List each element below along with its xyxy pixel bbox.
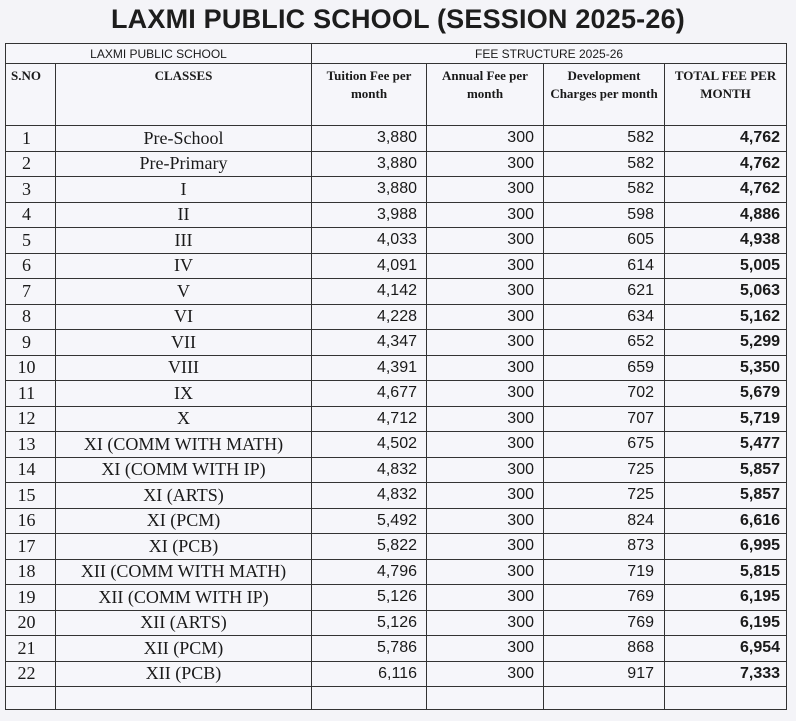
row-annual: 300 bbox=[427, 559, 544, 585]
row-total: 7,333 bbox=[665, 661, 787, 687]
row-sno: 1 bbox=[6, 126, 56, 152]
row-annual: 300 bbox=[427, 406, 544, 432]
row-total: 5,679 bbox=[665, 381, 787, 407]
table-row bbox=[6, 304, 787, 330]
row-class: IX bbox=[56, 381, 312, 407]
row-tuition: 6,116 bbox=[312, 661, 427, 687]
table-row bbox=[6, 228, 787, 254]
row-sno: 10 bbox=[6, 355, 56, 381]
row-development: 719 bbox=[544, 559, 665, 585]
table-row bbox=[6, 381, 787, 407]
row-tuition: 5,822 bbox=[312, 534, 427, 560]
row-annual: 300 bbox=[427, 610, 544, 636]
row-class: XI (PCB) bbox=[56, 534, 312, 560]
table-row bbox=[6, 330, 787, 356]
row-annual: 300 bbox=[427, 636, 544, 662]
row-development: 675 bbox=[544, 432, 665, 458]
table-row bbox=[6, 355, 787, 381]
row-sno: 18 bbox=[6, 559, 56, 585]
row-annual: 300 bbox=[427, 483, 544, 509]
row-class: VII bbox=[56, 330, 312, 356]
row-tuition: 3,988 bbox=[312, 202, 427, 228]
row-tuition: 4,142 bbox=[312, 279, 427, 305]
column-header-tuition: Tuition Fee per month bbox=[312, 64, 427, 126]
blank-row bbox=[6, 687, 787, 710]
column-header-annual: Annual Fee per month bbox=[427, 64, 544, 126]
table-row bbox=[6, 457, 787, 483]
row-annual: 300 bbox=[427, 177, 544, 203]
row-development: 621 bbox=[544, 279, 665, 305]
blank-cell bbox=[312, 687, 427, 710]
row-sno: 20 bbox=[6, 610, 56, 636]
row-annual: 300 bbox=[427, 432, 544, 458]
row-total: 5,815 bbox=[665, 559, 787, 585]
row-development: 769 bbox=[544, 610, 665, 636]
row-class: Pre-Primary bbox=[56, 151, 312, 177]
row-sno: 2 bbox=[6, 151, 56, 177]
row-total: 4,886 bbox=[665, 202, 787, 228]
row-class: XI (PCM) bbox=[56, 508, 312, 534]
row-tuition: 4,677 bbox=[312, 381, 427, 407]
row-annual: 300 bbox=[427, 253, 544, 279]
row-total: 6,995 bbox=[665, 534, 787, 560]
row-total: 5,477 bbox=[665, 432, 787, 458]
row-sno: 4 bbox=[6, 202, 56, 228]
row-annual: 300 bbox=[427, 151, 544, 177]
row-total: 6,195 bbox=[665, 610, 787, 636]
table-row bbox=[6, 432, 787, 458]
row-tuition: 4,033 bbox=[312, 228, 427, 254]
row-annual: 300 bbox=[427, 330, 544, 356]
row-total: 5,063 bbox=[665, 279, 787, 305]
row-sno: 21 bbox=[6, 636, 56, 662]
table-row bbox=[6, 534, 787, 560]
row-annual: 300 bbox=[427, 279, 544, 305]
row-annual: 300 bbox=[427, 661, 544, 687]
row-tuition: 4,502 bbox=[312, 432, 427, 458]
row-annual: 300 bbox=[427, 304, 544, 330]
row-annual: 300 bbox=[427, 457, 544, 483]
table-row bbox=[6, 406, 787, 432]
row-annual: 300 bbox=[427, 534, 544, 560]
row-total: 5,857 bbox=[665, 483, 787, 509]
table-row bbox=[6, 126, 787, 152]
row-tuition: 4,796 bbox=[312, 559, 427, 585]
table-row bbox=[6, 661, 787, 687]
row-sno: 3 bbox=[6, 177, 56, 203]
row-development: 582 bbox=[544, 151, 665, 177]
row-sno: 14 bbox=[6, 457, 56, 483]
blank-cell bbox=[544, 687, 665, 710]
table-row bbox=[6, 202, 787, 228]
blank-cell bbox=[427, 687, 544, 710]
row-annual: 300 bbox=[427, 228, 544, 254]
row-class: Pre-School bbox=[56, 126, 312, 152]
row-tuition: 5,786 bbox=[312, 636, 427, 662]
row-development: 652 bbox=[544, 330, 665, 356]
row-class: IV bbox=[56, 253, 312, 279]
row-development: 824 bbox=[544, 508, 665, 534]
row-tuition: 4,391 bbox=[312, 355, 427, 381]
row-total: 5,719 bbox=[665, 406, 787, 432]
row-class: XI (COMM WITH MATH) bbox=[56, 432, 312, 458]
row-annual: 300 bbox=[427, 585, 544, 611]
row-total: 5,162 bbox=[665, 304, 787, 330]
table-row bbox=[6, 585, 787, 611]
row-sno: 7 bbox=[6, 279, 56, 305]
row-tuition: 4,091 bbox=[312, 253, 427, 279]
row-tuition: 4,712 bbox=[312, 406, 427, 432]
row-sno: 17 bbox=[6, 534, 56, 560]
row-total: 4,762 bbox=[665, 151, 787, 177]
table-row bbox=[6, 151, 787, 177]
row-development: 873 bbox=[544, 534, 665, 560]
row-development: 707 bbox=[544, 406, 665, 432]
row-class: XII (ARTS) bbox=[56, 610, 312, 636]
row-annual: 300 bbox=[427, 202, 544, 228]
row-total: 6,616 bbox=[665, 508, 787, 534]
row-class: II bbox=[56, 202, 312, 228]
row-annual: 300 bbox=[427, 126, 544, 152]
blank-cell bbox=[56, 687, 312, 710]
row-development: 614 bbox=[544, 253, 665, 279]
row-class: XII (PCB) bbox=[56, 661, 312, 687]
column-header-development: Development Charges per month bbox=[544, 64, 665, 126]
row-tuition: 4,228 bbox=[312, 304, 427, 330]
row-tuition: 3,880 bbox=[312, 126, 427, 152]
row-tuition: 5,126 bbox=[312, 610, 427, 636]
row-class: V bbox=[56, 279, 312, 305]
column-header-classes: CLASSES bbox=[56, 64, 312, 126]
table-row bbox=[6, 253, 787, 279]
row-sno: 19 bbox=[6, 585, 56, 611]
fee-structure-header: FEE STRUCTURE 2025-26 bbox=[312, 44, 787, 64]
row-sno: 9 bbox=[6, 330, 56, 356]
row-class: XII (COMM WITH MATH) bbox=[56, 559, 312, 585]
row-development: 702 bbox=[544, 381, 665, 407]
row-development: 725 bbox=[544, 457, 665, 483]
row-total: 5,299 bbox=[665, 330, 787, 356]
row-tuition: 4,832 bbox=[312, 483, 427, 509]
table-row bbox=[6, 177, 787, 203]
row-class: VI bbox=[56, 304, 312, 330]
row-sno: 11 bbox=[6, 381, 56, 407]
row-sno: 16 bbox=[6, 508, 56, 534]
row-total: 4,762 bbox=[665, 126, 787, 152]
row-tuition: 5,126 bbox=[312, 585, 427, 611]
table-row bbox=[6, 559, 787, 585]
row-total: 4,762 bbox=[665, 177, 787, 203]
row-total: 6,954 bbox=[665, 636, 787, 662]
row-class: VIII bbox=[56, 355, 312, 381]
row-development: 868 bbox=[544, 636, 665, 662]
row-sno: 12 bbox=[6, 406, 56, 432]
row-sno: 22 bbox=[6, 661, 56, 687]
fee-structure-table bbox=[5, 43, 787, 710]
row-sno: 15 bbox=[6, 483, 56, 509]
row-class: XI (ARTS) bbox=[56, 483, 312, 509]
row-tuition: 4,347 bbox=[312, 330, 427, 356]
row-total: 5,350 bbox=[665, 355, 787, 381]
table-row bbox=[6, 279, 787, 305]
row-tuition: 4,832 bbox=[312, 457, 427, 483]
row-total: 6,195 bbox=[665, 585, 787, 611]
table-row bbox=[6, 636, 787, 662]
column-header-total: TOTAL FEE PER MONTH bbox=[665, 64, 787, 126]
row-development: 598 bbox=[544, 202, 665, 228]
row-development: 725 bbox=[544, 483, 665, 509]
row-total: 5,005 bbox=[665, 253, 787, 279]
row-annual: 300 bbox=[427, 508, 544, 534]
row-development: 659 bbox=[544, 355, 665, 381]
row-class: X bbox=[56, 406, 312, 432]
row-tuition: 5,492 bbox=[312, 508, 427, 534]
row-total: 4,938 bbox=[665, 228, 787, 254]
row-tuition: 3,880 bbox=[312, 177, 427, 203]
table-row bbox=[6, 483, 787, 509]
row-tuition: 3,880 bbox=[312, 151, 427, 177]
row-development: 769 bbox=[544, 585, 665, 611]
school-name-header: LAXMI PUBLIC SCHOOL bbox=[6, 44, 312, 64]
blank-cell bbox=[665, 687, 787, 710]
row-class: I bbox=[56, 177, 312, 203]
row-class: XII (PCM) bbox=[56, 636, 312, 662]
row-sno: 8 bbox=[6, 304, 56, 330]
column-header-sno: S.NO bbox=[6, 64, 56, 126]
row-sno: 5 bbox=[6, 228, 56, 254]
row-development: 582 bbox=[544, 177, 665, 203]
row-development: 605 bbox=[544, 228, 665, 254]
row-total: 5,857 bbox=[665, 457, 787, 483]
row-sno: 6 bbox=[6, 253, 56, 279]
blank-cell bbox=[6, 687, 56, 710]
table-row bbox=[6, 610, 787, 636]
row-development: 917 bbox=[544, 661, 665, 687]
row-class: XI (COMM WITH IP) bbox=[56, 457, 312, 483]
row-sno: 13 bbox=[6, 432, 56, 458]
row-class: III bbox=[56, 228, 312, 254]
row-development: 634 bbox=[544, 304, 665, 330]
page-title: LAXMI PUBLIC SCHOOL (SESSION 2025-26) bbox=[110, 4, 686, 34]
row-annual: 300 bbox=[427, 355, 544, 381]
row-annual: 300 bbox=[427, 381, 544, 407]
table-row bbox=[6, 508, 787, 534]
row-development: 582 bbox=[544, 126, 665, 152]
row-class: XII (COMM WITH IP) bbox=[56, 585, 312, 611]
